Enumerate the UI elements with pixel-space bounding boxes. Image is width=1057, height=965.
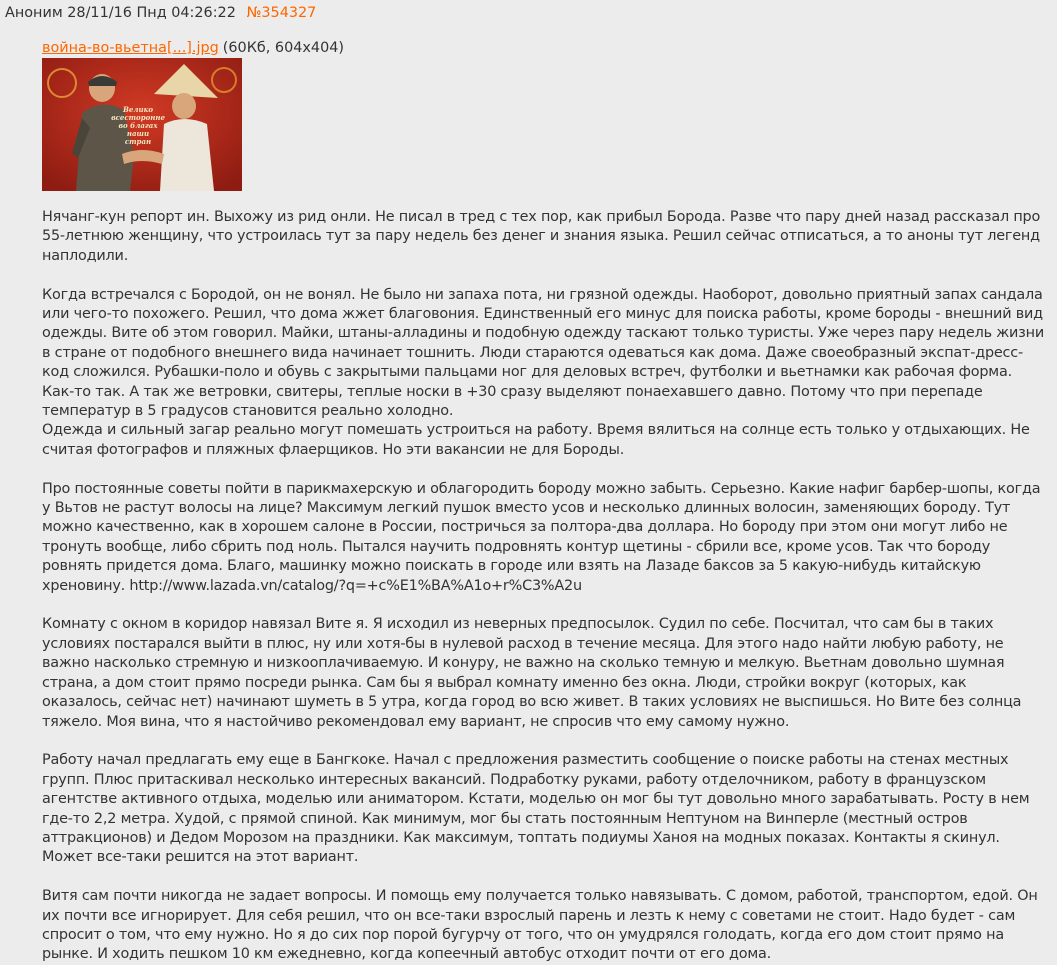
- post-body: [42, 38, 1047, 965]
- svg-text:стран: стран: [124, 137, 152, 146]
- poster-name: Аноним: [5, 5, 63, 21]
- post-message: [42, 208, 1044, 965]
- file-meta: (60Кб, 604x404): [222, 40, 344, 56]
- post-number-link[interactable]: №354327: [246, 5, 317, 21]
- image-thumbnail[interactable]: [42, 58, 242, 191]
- message-text: Одежда и сильный загар реально могут помешать устроиться на работу. Время вялиться на солнце есть только у отдыхающих. Не считая фотографов и пляжных флаерщиков. Но эти вакансии не для Бороды.: [42, 422, 1030, 458]
- message-paragraph: Витя сам почти никогда не задает вопросы. И помощь ему получается только навязывать. С домом, работой, транспортом, едой. Он их почти все игнорирует. Для себя решил, что он все-таки взрослый парень и лезть к нему с советами не стоит. Надо будет - сам спросит о том, что ему нужно. Но я до сих пор порой бугурчу от того, что он умудрялся голодать, когда его дом стоит прямо на рынке. И ходить пешком 10 км ежедневно, когда копеечный автобус отходит почти от его дома.: [42, 888, 1038, 963]
- file-info: [42, 38, 1047, 58]
- svg-text:наши: наши: [126, 129, 150, 138]
- message-paragraph: Комнату с окном в коридор навязал Вите я. Я исходил из неверных предпосылок. Судил по себе. Посчитал, что сам бы в таких условиях постарался выйти в плюс, ну или хотя-бы в нулевой расход в течение месяца. Для этого надо найти любую работу, не важно насколько стремную и низкооплачиваемую. И конуру, не важно на сколько темную и мелкую. Вьетнам довольно шумная страна, а дом стоит прямо посреди рынка. Сам бы я выбрал комнату именно без окна. Люди, стройки вокруг (которых, как оказалось, сейчас нет) начинают шуметь в 5 утра, когда город во всю живет. В таких условиях не выспишься. Но Вите без солнца тяжело. Моя вина, что я настойчиво рекомендовал ему вариант, не спросив что ему самому нужно.: [42, 616, 1022, 730]
- svg-text:во благах: во благах: [118, 121, 158, 130]
- svg-text:всесторонне: всесторонне: [111, 113, 165, 122]
- message-paragraph: Работу начал предлагать ему еще в Бангкоке. Начал с предложения разместить сообщение о поиске работы на стенах местных групп. Плюс притаскивал несколько интересных вакансий. Подработку руками, работу отделочником, работу в французском агентстве активного отдыха, моделью или аниматором. Кстати, моделью он мог бы тут довольно много зарабатывать. Росту в нем где-то 2,2 метра. Худой, с прямой спиной. Как минимум, мог бы стать постоянным Нептуном на Винперле (местный остров аттракционов) и Дедом Морозом на праздники. Как максимум, топтать подиумы Ханоя на модных показах. Контакты я скинул. Может все-таки решится на этот вариант.: [42, 752, 1030, 866]
- message-paragraph: Про постоянные советы пойти в парикмахерскую и облагородить бороду можно забыть. Серьезно. Какие нафиг барбер-шопы, когда у Вьтов не растут волосы на лице? Максимум легкий пушок вместо усов и несколько длинных волосин, заменяющих бороду. Тут можно качественно, как в хорошем салоне в России, постричься за полтора-два доллара. Но бороду при этом они могут либо не тронуть вообще, либо сбрить под ноль. Пытался научить подровнять контур щетины - сбрили все, кроме усов. Так что бороду ровнять придется дома. Благо, машинку можно поискать в городе или взять на Лазаде баксов за 5 какую-нибудь китайскую хреновину. http://www.lazada.vn/catalog/?q=+c%E1%BA%A1o+r%C3%A2u: [42, 480, 1041, 594]
- message-paragraph: [42, 286, 1044, 461]
- post-date: 28/11/16 Пнд 04:26:22: [67, 5, 236, 21]
- poster-text: Велико: [123, 105, 153, 114]
- post-header: [5, 2, 316, 24]
- message-text: Когда встречался с Бородой, он не вонял. Не было ни запаха пота, ни грязной одежды. Наоборот, довольно приятный запах сандала или чего-то похожего. Решил, что дома жжет благовония. Единственный его минус для поиска работы, кроме бороды - внешний вид одежды. Вите об этом говорил. Майки, штаны-алладины и подобную одежду таскают только туристы. Уже через пару недель жизни в стране от подобного внешнего вида начинает тошнить. Люди стараются одеваться как дома. Даже своеобразный экспат-дресс-код сложился. Рубашки-поло и обувь с закрытыми пальцами ног для деловых встреч, футболки и вьетнамки как рабочая форма. Как-то так. А так же ветровки, свитеры, теплые носки в +30 сразу выделяют понаехавшего давно. Потому что при перепаде температур в 5 градусов становится реально холодно.: [42, 286, 1044, 420]
- file-name-link[interactable]: война-во-вьетна[...].jpg: [42, 40, 219, 56]
- message-paragraph: Нячанг-кун репорт ин. Выхожу из рид онли. Не писал в тред с тех пор, как прибыл Борода. Разве что пару дней назад рассказал про 55-летнюю женщину, что устроилась тут за пару недель без денег и знания языка. Решил сейчас отписаться, а то аноны тут легенд наплодили.: [42, 209, 1041, 264]
